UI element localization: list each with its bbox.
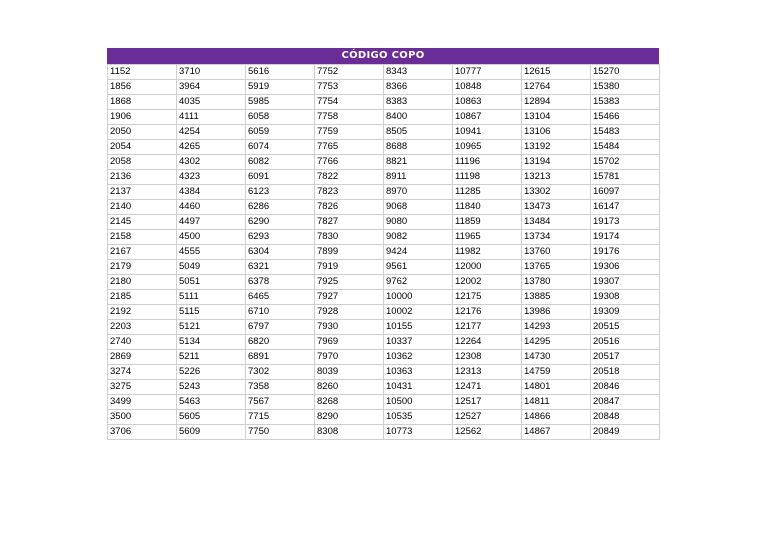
table-cell: 13765 — [522, 260, 591, 275]
table-cell: 6293 — [246, 230, 315, 245]
table-row — [108, 80, 660, 95]
table-cell: 12764 — [522, 80, 591, 95]
table-cell: 2740 — [108, 335, 177, 350]
table-cell: 10000 — [384, 290, 453, 305]
table-cell: 20847 — [591, 395, 660, 410]
table-cell: 5243 — [177, 380, 246, 395]
table-cell: 7750 — [246, 425, 315, 440]
table-cell: 6304 — [246, 245, 315, 260]
table-cell: 14730 — [522, 350, 591, 365]
table-cell: 10777 — [453, 65, 522, 80]
table-cell: 10363 — [384, 365, 453, 380]
table-cell: 4500 — [177, 230, 246, 245]
table-cell: 9080 — [384, 215, 453, 230]
table-cell: 12313 — [453, 365, 522, 380]
table-cell: 9762 — [384, 275, 453, 290]
table-row — [108, 215, 660, 230]
table-cell: 8970 — [384, 185, 453, 200]
table-cell: 7715 — [246, 410, 315, 425]
table-cell: 19309 — [591, 305, 660, 320]
table-cell: 15466 — [591, 110, 660, 125]
table-cell: 4384 — [177, 185, 246, 200]
table-cell: 11198 — [453, 170, 522, 185]
code-table — [107, 64, 660, 440]
table-cell: 11965 — [453, 230, 522, 245]
table-cell: 13104 — [522, 110, 591, 125]
table-cell: 2058 — [108, 155, 177, 170]
table-cell: 14866 — [522, 410, 591, 425]
table-cell: 2167 — [108, 245, 177, 260]
table-cell: 12308 — [453, 350, 522, 365]
table-cell: 13302 — [522, 185, 591, 200]
table-cell: 9068 — [384, 200, 453, 215]
table-cell: 5919 — [246, 80, 315, 95]
table-cell: 15270 — [591, 65, 660, 80]
table-cell: 8688 — [384, 140, 453, 155]
table-cell: 7753 — [315, 80, 384, 95]
table-cell: 8260 — [315, 380, 384, 395]
table-cell: 20516 — [591, 335, 660, 350]
table-cell: 2145 — [108, 215, 177, 230]
table-cell: 6710 — [246, 305, 315, 320]
table-cell: 13106 — [522, 125, 591, 140]
table-cell: 7928 — [315, 305, 384, 320]
table-cell: 6123 — [246, 185, 315, 200]
table-cell: 7826 — [315, 200, 384, 215]
table-cell: 1868 — [108, 95, 177, 110]
table-cell: 10773 — [384, 425, 453, 440]
table-cell: 3964 — [177, 80, 246, 95]
table-row — [108, 230, 660, 245]
table-cell: 5134 — [177, 335, 246, 350]
table-cell: 7758 — [315, 110, 384, 125]
table-cell: 8821 — [384, 155, 453, 170]
table-cell: 1906 — [108, 110, 177, 125]
table-cell: 5211 — [177, 350, 246, 365]
table-cell: 11859 — [453, 215, 522, 230]
table-cell: 10941 — [453, 125, 522, 140]
table-cell: 8505 — [384, 125, 453, 140]
table-cell: 12175 — [453, 290, 522, 305]
table-cell: 13484 — [522, 215, 591, 230]
table-cell: 3499 — [108, 395, 177, 410]
table-cell: 13780 — [522, 275, 591, 290]
table-cell: 16097 — [591, 185, 660, 200]
table-cell: 13734 — [522, 230, 591, 245]
table-cell: 3274 — [108, 365, 177, 380]
table-cell: 3710 — [177, 65, 246, 80]
table-cell: 7765 — [315, 140, 384, 155]
table-row — [108, 425, 660, 440]
table-cell: 7827 — [315, 215, 384, 230]
table-cell: 7822 — [315, 170, 384, 185]
table-cell: 1152 — [108, 65, 177, 80]
table-cell: 12264 — [453, 335, 522, 350]
table-cell: 10863 — [453, 95, 522, 110]
table-cell: 15484 — [591, 140, 660, 155]
table-cell: 3706 — [108, 425, 177, 440]
table-cell: 10848 — [453, 80, 522, 95]
table-cell: 14801 — [522, 380, 591, 395]
table-cell: 20848 — [591, 410, 660, 425]
table-cell: 2869 — [108, 350, 177, 365]
table-row — [108, 110, 660, 125]
table-cell: 13213 — [522, 170, 591, 185]
table-row — [108, 245, 660, 260]
table-cell: 11196 — [453, 155, 522, 170]
table-row — [108, 155, 660, 170]
table-cell: 5051 — [177, 275, 246, 290]
table-cell: 8366 — [384, 80, 453, 95]
table-cell: 11285 — [453, 185, 522, 200]
table-cell: 10867 — [453, 110, 522, 125]
table-cell: 19173 — [591, 215, 660, 230]
table-cell: 6891 — [246, 350, 315, 365]
table-row — [108, 365, 660, 380]
table-row — [108, 320, 660, 335]
table-cell: 4555 — [177, 245, 246, 260]
table-cell: 7754 — [315, 95, 384, 110]
table-cell: 5111 — [177, 290, 246, 305]
table-cell: 15702 — [591, 155, 660, 170]
table-cell: 7919 — [315, 260, 384, 275]
table-cell: 6082 — [246, 155, 315, 170]
table-cell: 5609 — [177, 425, 246, 440]
code-sheet — [107, 48, 659, 440]
table-cell: 4460 — [177, 200, 246, 215]
code-table-body — [108, 65, 660, 440]
table-cell: 7969 — [315, 335, 384, 350]
table-cell: 20849 — [591, 425, 660, 440]
table-cell: 6091 — [246, 170, 315, 185]
table-cell: 13192 — [522, 140, 591, 155]
table-cell: 11982 — [453, 245, 522, 260]
table-cell: 5605 — [177, 410, 246, 425]
table-cell: 20518 — [591, 365, 660, 380]
table-cell: 6378 — [246, 275, 315, 290]
table-row — [108, 380, 660, 395]
table-cell: 7358 — [246, 380, 315, 395]
table-row — [108, 350, 660, 365]
table-cell: 7970 — [315, 350, 384, 365]
table-cell: 2180 — [108, 275, 177, 290]
table-row — [108, 260, 660, 275]
table-row — [108, 395, 660, 410]
table-cell: 20517 — [591, 350, 660, 365]
table-cell: 16147 — [591, 200, 660, 215]
table-row — [108, 140, 660, 155]
table-cell: 15380 — [591, 80, 660, 95]
table-cell: 13885 — [522, 290, 591, 305]
table-cell: 4302 — [177, 155, 246, 170]
table-cell: 12002 — [453, 275, 522, 290]
table-cell: 15483 — [591, 125, 660, 140]
table-cell: 13760 — [522, 245, 591, 260]
table-cell: 9561 — [384, 260, 453, 275]
table-cell: 7925 — [315, 275, 384, 290]
table-row — [108, 335, 660, 350]
table-cell: 10965 — [453, 140, 522, 155]
table-cell: 7899 — [315, 245, 384, 260]
table-row — [108, 95, 660, 110]
table-cell: 6820 — [246, 335, 315, 350]
table-cell: 20515 — [591, 320, 660, 335]
table-cell: 2054 — [108, 140, 177, 155]
table-row — [108, 185, 660, 200]
table-cell: 10362 — [384, 350, 453, 365]
table-cell: 7759 — [315, 125, 384, 140]
table-cell: 13473 — [522, 200, 591, 215]
table-cell: 4035 — [177, 95, 246, 110]
table-cell: 5616 — [246, 65, 315, 80]
table-cell: 5049 — [177, 260, 246, 275]
table-cell: 19308 — [591, 290, 660, 305]
table-cell: 7927 — [315, 290, 384, 305]
table-cell: 15383 — [591, 95, 660, 110]
table-cell: 6074 — [246, 140, 315, 155]
table-cell: 7823 — [315, 185, 384, 200]
table-cell: 6290 — [246, 215, 315, 230]
table-cell: 8308 — [315, 425, 384, 440]
table-cell: 6058 — [246, 110, 315, 125]
table-cell: 14295 — [522, 335, 591, 350]
table-cell: 19176 — [591, 245, 660, 260]
table-cell: 2179 — [108, 260, 177, 275]
sheet-title: CÓDIGO COPO — [107, 48, 659, 64]
table-row — [108, 65, 660, 80]
table-cell: 19307 — [591, 275, 660, 290]
table-cell: 6059 — [246, 125, 315, 140]
table-cell: 12471 — [453, 380, 522, 395]
table-cell: 2137 — [108, 185, 177, 200]
table-cell: 2203 — [108, 320, 177, 335]
table-cell: 3275 — [108, 380, 177, 395]
table-cell: 4497 — [177, 215, 246, 230]
table-cell: 6797 — [246, 320, 315, 335]
table-row — [108, 200, 660, 215]
table-row — [108, 305, 660, 320]
table-cell: 8343 — [384, 65, 453, 80]
table-cell: 12527 — [453, 410, 522, 425]
table-cell: 5985 — [246, 95, 315, 110]
table-cell: 12562 — [453, 425, 522, 440]
table-cell: 9082 — [384, 230, 453, 245]
table-cell: 8039 — [315, 365, 384, 380]
table-cell: 2140 — [108, 200, 177, 215]
table-row — [108, 170, 660, 185]
table-cell: 20846 — [591, 380, 660, 395]
table-cell: 5463 — [177, 395, 246, 410]
table-cell: 7302 — [246, 365, 315, 380]
table-cell: 2158 — [108, 230, 177, 245]
table-cell: 14293 — [522, 320, 591, 335]
table-cell: 4323 — [177, 170, 246, 185]
table-cell: 1856 — [108, 80, 177, 95]
table-cell: 10002 — [384, 305, 453, 320]
table-cell: 10500 — [384, 395, 453, 410]
table-cell: 14811 — [522, 395, 591, 410]
table-cell: 5121 — [177, 320, 246, 335]
table-cell: 12894 — [522, 95, 591, 110]
table-cell: 10431 — [384, 380, 453, 395]
table-cell: 7752 — [315, 65, 384, 80]
table-cell: 9424 — [384, 245, 453, 260]
table-cell: 12176 — [453, 305, 522, 320]
table-cell: 8290 — [315, 410, 384, 425]
table-cell: 8268 — [315, 395, 384, 410]
table-cell: 13986 — [522, 305, 591, 320]
table-cell: 12517 — [453, 395, 522, 410]
table-row — [108, 410, 660, 425]
table-cell: 4111 — [177, 110, 246, 125]
table-cell: 12615 — [522, 65, 591, 80]
table-cell: 7930 — [315, 320, 384, 335]
table-cell: 6465 — [246, 290, 315, 305]
table-cell: 15781 — [591, 170, 660, 185]
table-cell: 19174 — [591, 230, 660, 245]
table-cell: 5115 — [177, 305, 246, 320]
table-row — [108, 290, 660, 305]
table-cell: 10155 — [384, 320, 453, 335]
table-cell: 4265 — [177, 140, 246, 155]
table-cell: 13194 — [522, 155, 591, 170]
table-cell: 4254 — [177, 125, 246, 140]
table-cell: 10535 — [384, 410, 453, 425]
table-row — [108, 125, 660, 140]
table-cell: 14867 — [522, 425, 591, 440]
table-cell: 3500 — [108, 410, 177, 425]
table-cell: 12000 — [453, 260, 522, 275]
table-cell: 14759 — [522, 365, 591, 380]
table-cell: 7567 — [246, 395, 315, 410]
table-cell: 11840 — [453, 200, 522, 215]
table-cell: 2185 — [108, 290, 177, 305]
table-cell: 19306 — [591, 260, 660, 275]
table-cell: 5226 — [177, 365, 246, 380]
table-cell: 7830 — [315, 230, 384, 245]
table-cell: 2136 — [108, 170, 177, 185]
table-cell: 12177 — [453, 320, 522, 335]
table-cell: 8383 — [384, 95, 453, 110]
table-cell: 2192 — [108, 305, 177, 320]
table-cell: 8400 — [384, 110, 453, 125]
table-cell: 8911 — [384, 170, 453, 185]
table-row — [108, 275, 660, 290]
table-cell: 10337 — [384, 335, 453, 350]
table-cell: 7766 — [315, 155, 384, 170]
table-cell: 2050 — [108, 125, 177, 140]
table-cell: 6286 — [246, 200, 315, 215]
table-cell: 6321 — [246, 260, 315, 275]
